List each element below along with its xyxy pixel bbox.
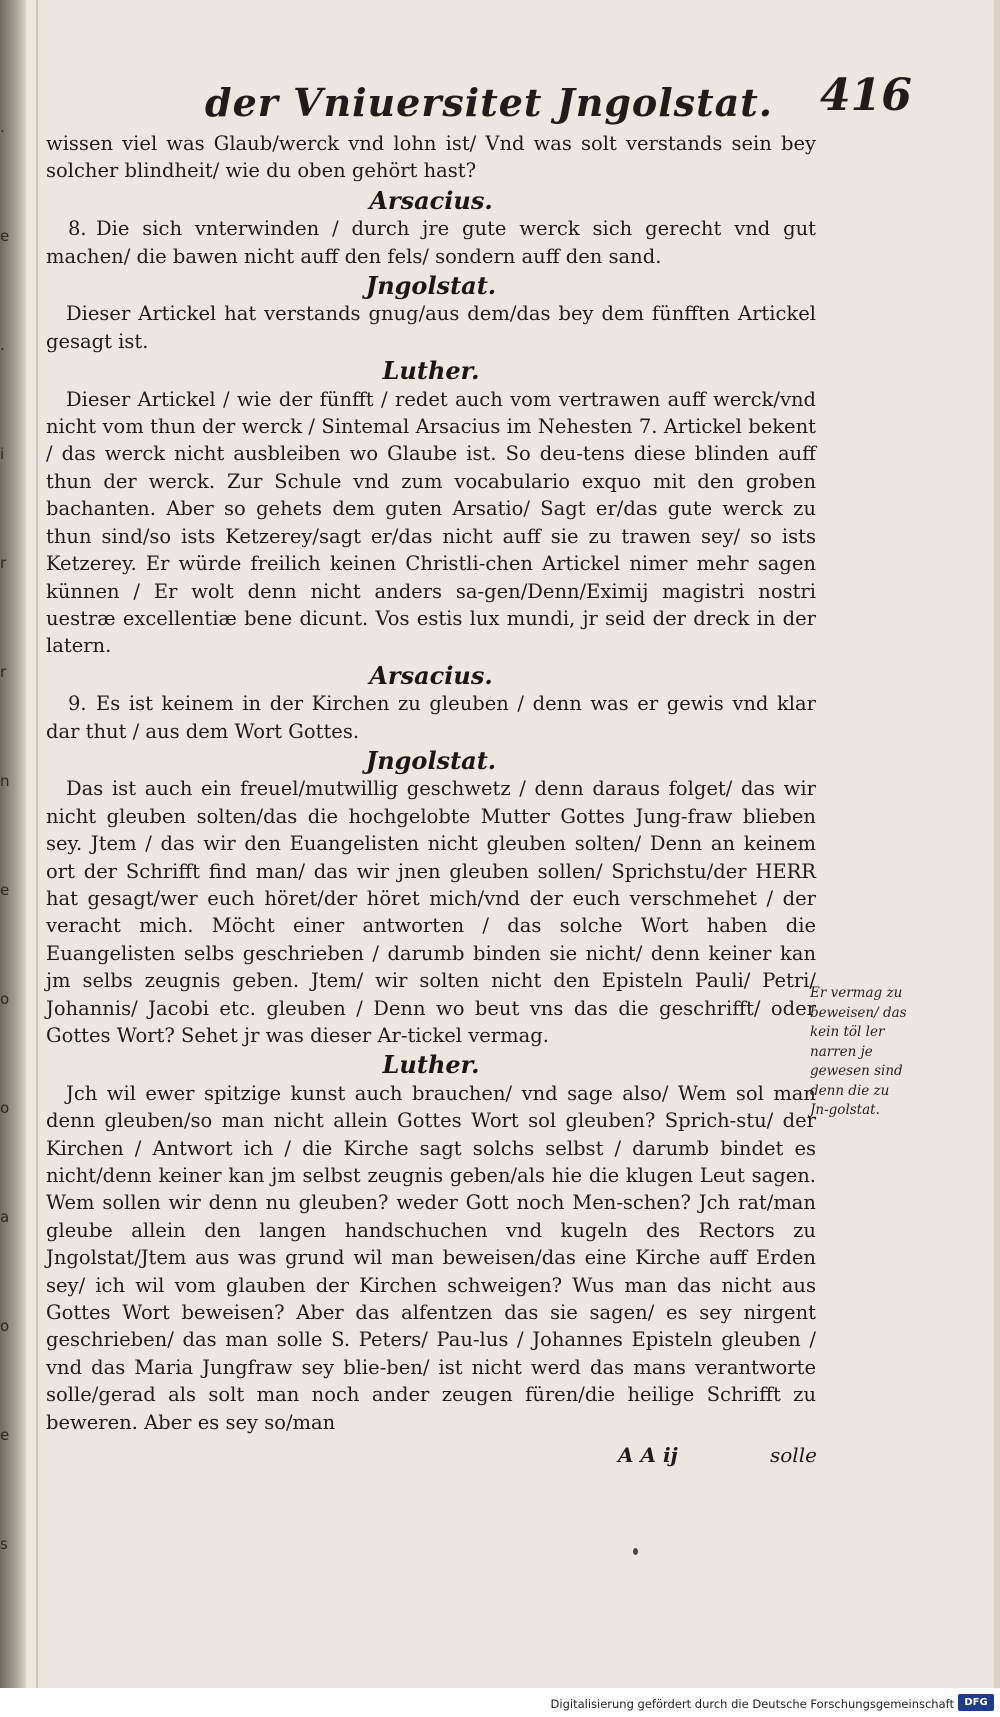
section-heading: Jngolstat. bbox=[365, 271, 497, 301]
footer-credit: Digitalisierung gefördert durch die Deutsche Forschungsgemeinschaft bbox=[550, 1697, 954, 1711]
dfg-logo: DFG bbox=[958, 1694, 994, 1711]
gutter-fragment: e bbox=[0, 227, 10, 245]
main-text-column bbox=[46, 130, 816, 1436]
article-number: 9. bbox=[68, 692, 87, 716]
gutter-letter-fragments bbox=[0, 120, 18, 1646]
ink-dot bbox=[633, 1548, 638, 1555]
paragraph: Dieser Artickel / wie der fünfft / redet auch vom vertrawen auff werck/vnd nicht vom thun der werck / Sintemal Arsacius im Nehesten 7. Artickel bekent / das werck nicht ausbleiben wo Glaube ist. So deu-tens diese blinden auff thun der werck. Zur Schule vnd zum vocabulario exquo mit den groben bachanten. Aber so gehets dem guten Arsatio/ Sagt er/das gute werck zu thun sind/so ists Ketzerey/sagt er/das nicht auff sie zu trawen sey/ so ists Ketzerey. Er würde freilich keinen Christli-chen Artickel nimer mehr sagen künnen / Er wolt denn nicht anders sa-gen/Denn/Eximij magistri nostri uestræ excellentiæ bene dicunt. Vos estis lux mundi, jr seid der dreck in der latern. bbox=[46, 387, 816, 658]
gutter-fragment: a bbox=[0, 1208, 10, 1226]
running-head: der Vniuersitet Jngolstat. bbox=[205, 80, 774, 125]
catchword: solle bbox=[770, 1443, 817, 1467]
article-text: Die sich vnterwinden / durch jre gute werck sich gerecht vnd gut machen/ die bawen nicht auff den fels/ sondern auff den sand. bbox=[46, 217, 816, 268]
paragraph: wissen viel was Glaub/werck vnd lohn ist/ Vnd was solt verstands sein bey solcher blindheit/ wie du oben gehört hast? bbox=[46, 132, 816, 183]
gutter-fragment: o bbox=[0, 990, 10, 1008]
section-heading: Arsacius. bbox=[369, 660, 493, 690]
article-text: Es ist keinem in der Kirchen zu gleuben / denn was er gewis vnd klar dar thut / aus dem Wort Gottes. bbox=[46, 692, 816, 743]
gutter-fragment: r bbox=[0, 554, 7, 572]
signature-mark: A A ij bbox=[618, 1443, 678, 1467]
section-heading: Jngolstat. bbox=[365, 745, 497, 775]
paragraph: Dieser Artickel hat verstands gnug/aus dem/das bey dem fünfften Artickel gesagt ist. bbox=[46, 302, 816, 353]
marginal-note: Er vermag zu beweisen/ das kein töl ler narren je gewesen sind denn die zu Jn-golstat. bbox=[810, 985, 907, 1118]
section-heading: Luther. bbox=[382, 356, 480, 386]
article-number: 8. bbox=[68, 217, 87, 241]
paragraph: Das ist auch ein freuel/mutwillig geschwetz / denn daraus folget/ das wir nicht gleuben solten/das die hochgelobte Mutter Gottes Jung-fraw blieben sey. Jtem / das wir den Euangelisten nicht gleuben solten/ Denn an keinem ort der Schrifft find man/ das wir jnen gleuben sollen/ Sprichstu/der HERR hat gesagt/wer euch höret/der höret mich/vnd der euch verschmehet / der veracht mich. Möcht einer antworten / das solche Wort haben die Euangelisten selbs geschrieben / darumb binden sie nicht/ denn keiner kan jm selbs zeugnis geben. Jtem/ wir solten nicht den Episteln Pauli/ Petri/ Johannis/ Jacobi etc. gleuben / Denn wo beut vns das die geschrifft/ oder Gottes Wort? Sehet jr was dieser Ar-tickel vermag. bbox=[46, 777, 816, 1047]
gutter-fragment: e bbox=[0, 1426, 10, 1444]
section-heading: Arsacius. bbox=[369, 185, 493, 215]
gutter-fragment: i bbox=[0, 445, 5, 463]
gutter-fragment: o bbox=[0, 1317, 10, 1335]
section-heading: Luther. bbox=[382, 1050, 480, 1080]
gutter-fragment: . bbox=[0, 336, 5, 354]
paragraph: Jch wil ewer spitzige kunst auch brauchen/ vnd sage also/ Wem sol man denn gleuben/so man nicht allein Gottes Wort sol gleuben? Sprich-stu/ der Kirchen / Antwort ich / die Kirche sagt solchs selbst / darumb bindet es nicht/denn keiner kan jm selbst zeugnis geben/als hie die klugen Leut sagen. Wem sollen wir denn nu gleuben? weder Gott noch Men-schen? Jch rat/man gleube allein den langen handschuchen vnd kugeln des Rectors zu Jngolstat/Jtem aus was grund wil man beweisen/das eine Kirche auff Erden sey/ ich wil vom glauben der Kirchen schweigen? Wus man das nicht aus Gottes Wort beweisen? Aber das alfentzen das sie sagen/ es sey nirgent geschrieben/ das man solle S. Peters/ Pau-lus / Johannes Episteln gleuben / vnd das Maria Jungfraw sey blie-ben/ ist nicht werd das mans verantworte solle/gerad als solt man noch ander zeugen füren/die heilige Schrifft zu beweren. Aber es sey so/man bbox=[46, 1081, 816, 1434]
gutter-fragment: s bbox=[0, 1535, 8, 1553]
gutter-fragment: e bbox=[0, 881, 10, 899]
gutter-crease bbox=[36, 0, 38, 1688]
page-edge bbox=[994, 0, 1000, 1688]
numbered-article bbox=[46, 215, 816, 270]
numbered-article bbox=[46, 690, 816, 745]
gutter-fragment: o bbox=[0, 1099, 10, 1117]
gutter-fragment: n bbox=[0, 772, 10, 790]
gutter-fragment: r bbox=[0, 663, 7, 681]
page-number: 416 bbox=[820, 70, 912, 121]
gutter-fragment: . bbox=[0, 118, 5, 136]
